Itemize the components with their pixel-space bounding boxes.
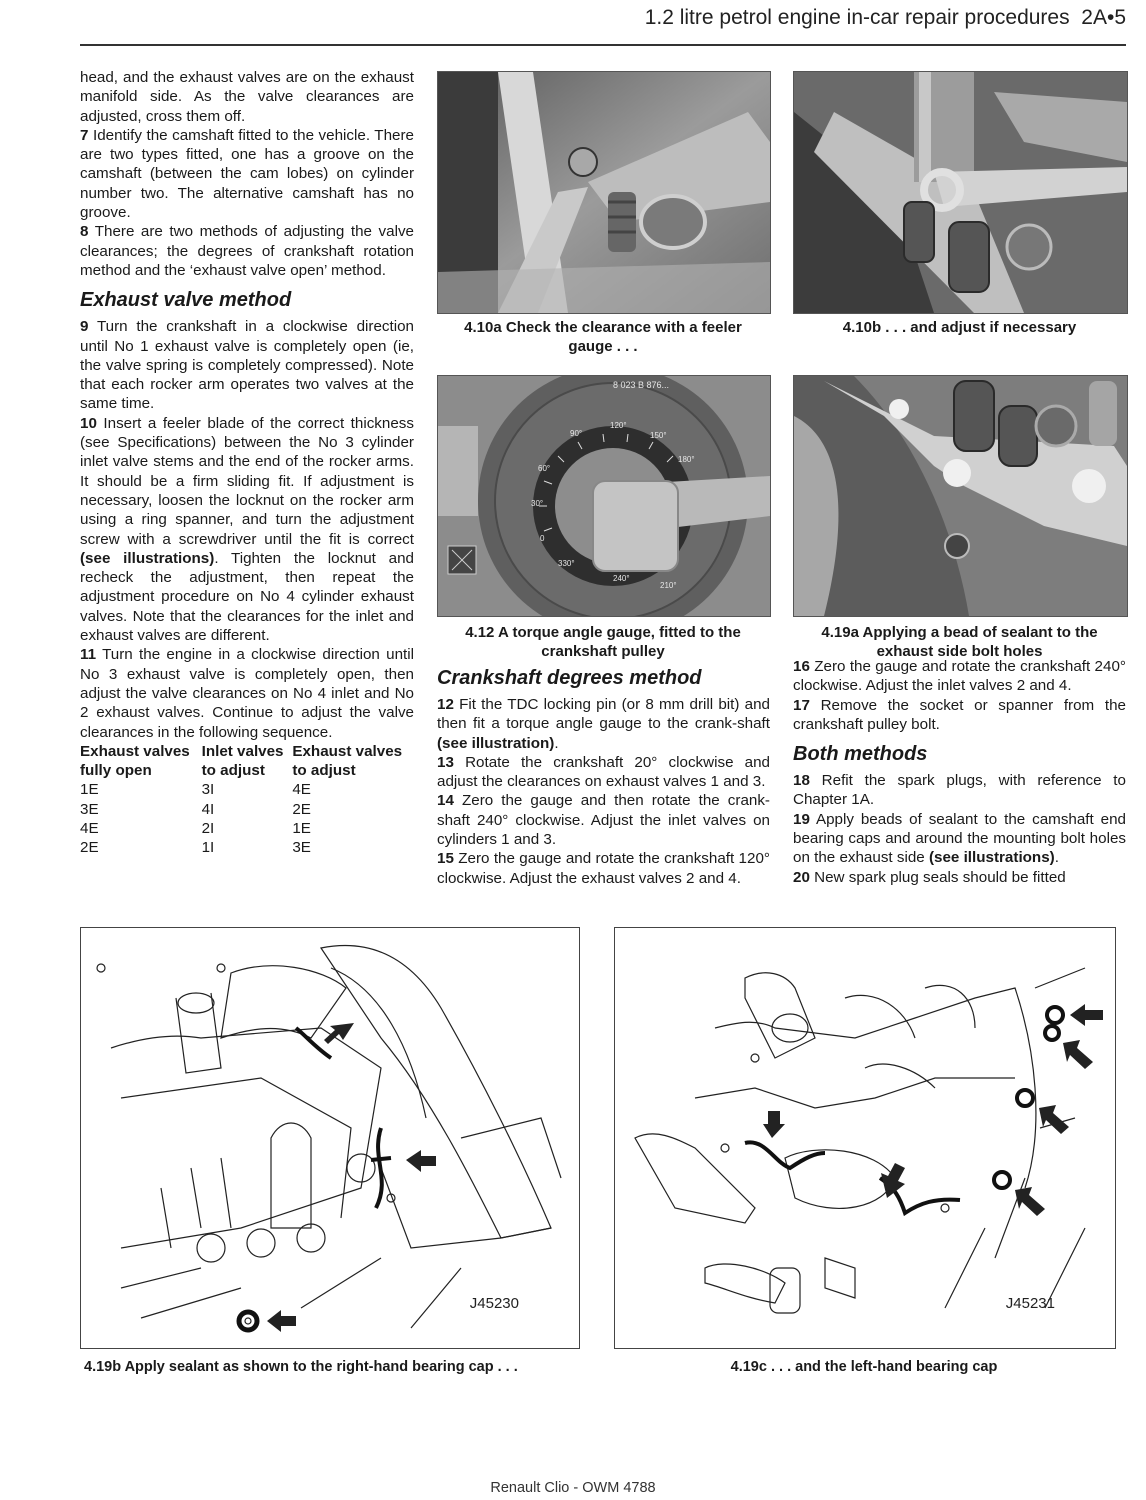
table-row xyxy=(80,800,414,819)
left-text-column xyxy=(80,68,414,858)
col-header: Exhaust valves fully open xyxy=(80,742,190,780)
photo-4-12-torque-angle-gauge xyxy=(437,375,771,617)
paragraph-19: 19 Apply beads of sealant to the camshaft end bearing caps and around the mounting bolt holes on the exhaust side (see illustrations). xyxy=(793,810,1126,867)
table-cell: 4I xyxy=(201,800,215,818)
caption-4-19a: 4.19a Applying a bead of sealant to the exhaust side bolt holes xyxy=(821,624,1098,660)
arrow-icon xyxy=(763,1111,785,1138)
page-reference: 2A•5 xyxy=(1081,6,1126,29)
col-header: Inlet valves to adjust xyxy=(201,742,284,780)
paragraph-8: 8 There are two methods of adjusting the valve clearances; the degrees of crankshaft rotation method and the ‘exhaust valve open’ method. xyxy=(80,223,414,279)
dial-label: 180° xyxy=(678,455,695,464)
dial-label: 150° xyxy=(650,431,667,440)
table-cell: 3E xyxy=(80,800,99,818)
valve-sequence-table xyxy=(80,742,414,858)
figure-4-19c-left-hand-bearing-cap xyxy=(614,927,1116,1349)
dial-label: 0 xyxy=(540,534,545,543)
figure-code-j45230: J45230 xyxy=(469,1295,519,1312)
chapter-title: 1.2 litre petrol engine in-car repair procedures xyxy=(644,6,1070,29)
photo-4-10a-feeler-gauge xyxy=(437,71,771,314)
paragraph-18: 18 Refit the spark plugs, with reference to Chapter 1A. xyxy=(793,772,1126,809)
col-header: Exhaust valves to adjust xyxy=(292,742,403,780)
dial-label: 30° xyxy=(531,499,544,508)
arrow-icon xyxy=(1063,1040,1093,1069)
heading-crankshaft-degrees-method: Crankshaft degrees method xyxy=(437,667,702,689)
pulley-marking: 8 023 B 876... xyxy=(613,380,670,390)
dial-label: 90° xyxy=(570,429,583,438)
heading-both-methods: Both methods xyxy=(793,743,928,766)
dial-label: 240° xyxy=(613,574,630,583)
table-header-row xyxy=(80,742,414,781)
see-illustrations-ref: (see illustrations) xyxy=(80,549,215,567)
arrow-icon xyxy=(406,1150,436,1172)
paragraph-17: 17 Remove the socket or spanner from the crankshaft pulley bolt. xyxy=(793,696,1126,733)
caption-4-19c: 4.19c . . . and the left-hand bearing cap xyxy=(730,1359,998,1375)
engine-photo-adjust xyxy=(794,72,1127,313)
arrow-icon xyxy=(267,1310,296,1332)
running-header xyxy=(645,6,1126,30)
caption-4-12: 4.12 A torque angle gauge, fitted to the crankshaft pulley xyxy=(465,624,741,660)
page-footer: Renault Clio - OWM 4788 xyxy=(490,1480,656,1496)
table-cell: 4E xyxy=(292,781,311,799)
paragraph-10: 10 Insert a feeler blade of the correct thickness (see Specifications) between the No 3 cylinder inlet valve stems and the end of the rocker arms. It should be a firm sliding fit. If adjustment is necessary, loosen the locknut on the rocker arm using a ring spanner, and turn the adjustment screw with a screwdriver until the fit is correct (see illustrations). Tighten the locknut and recheck the adjustment, then repeat the adjustment procedure on No 4 cylinder exhaust valves. Note that the clearances for the inlet and exhaust valves are different. xyxy=(80,414,415,645)
arrow-markers xyxy=(615,928,1115,1348)
paragraph-12: 12 Fit the TDC locking pin (or 8 mm drill bit) and then fit a torque angle gauge to the crank-shaft (see illustration). xyxy=(437,696,770,752)
table-cell: 3E xyxy=(292,839,311,857)
table-cell: 1E xyxy=(292,819,311,837)
caption-4-10a: 4.10a Check the clearance with a feeler gauge . . . xyxy=(464,319,742,355)
paragraph-7: 7 Identify the camshaft fitted to the vehicle. There are two types fitted, one has a groove on the camshaft (between the cam lobes) on cylinder number two. The alternative camshaft has no groove. xyxy=(80,126,414,222)
paragraph-continuation: head, and the exhaust valves are on the exhaust manifold side. As the valve clearances are adjusted, cross them off. xyxy=(80,69,414,125)
arrow-icon xyxy=(881,1163,905,1198)
table-cell: 2I xyxy=(201,819,215,837)
sealant-photo xyxy=(794,376,1127,616)
table-cell: 3I xyxy=(201,781,215,799)
dial-label: 60° xyxy=(538,464,551,473)
torque-gauge-photo xyxy=(438,376,770,616)
table-cell: 2E xyxy=(80,839,99,857)
caption-4-19b: 4.19b Apply sealant as shown to the right-hand bearing cap . . . xyxy=(84,1359,518,1375)
middle-text-column xyxy=(437,666,770,888)
table-cell: 1I xyxy=(201,839,215,857)
paragraph-15: 15 Zero the gauge and rotate the crankshaft 120° clockwise. Adjust the exhaust valves 2 and 4. xyxy=(437,850,770,887)
paragraph-20: 20 New spark plug seals should be fitted xyxy=(793,868,1066,886)
dial-label: 210° xyxy=(660,581,677,590)
arrow-icon xyxy=(1039,1105,1069,1134)
see-illustrations-ref: (see illustrations) xyxy=(928,849,1055,867)
arrow-markers xyxy=(81,928,579,1348)
dial-label: 330° xyxy=(558,559,575,568)
photo-4-10b-adjust xyxy=(793,71,1128,314)
table-cell: 4E xyxy=(80,819,99,837)
table-row xyxy=(80,780,414,799)
see-illustration-ref: (see illustration) xyxy=(437,734,555,752)
arrow-icon xyxy=(1015,1187,1045,1216)
table-cell: 2E xyxy=(292,800,311,818)
arrow-icon xyxy=(324,1023,354,1044)
heading-exhaust-valve-method: Exhaust valve method xyxy=(80,289,292,312)
paragraph-13: 13 Rotate the crankshaft 20° clockwise and adjust the clearances on exhaust valves 1 and 3. xyxy=(437,753,770,791)
paragraph-14: 14 Zero the gauge and then rotate the crank-shaft 240° clockwise. Adjust the inlet valves on cylinders 1 and 3. xyxy=(437,792,770,849)
figure-code-j45231: J45231 xyxy=(1005,1295,1055,1312)
table-row xyxy=(80,838,414,857)
header-rule xyxy=(80,44,1126,46)
arrow-icon xyxy=(1070,1004,1103,1026)
table-cell: 1E xyxy=(80,781,99,799)
dial-label: 120° xyxy=(610,421,627,430)
photo-4-19a-sealant-bead xyxy=(793,375,1128,617)
engine-photo-feeler xyxy=(438,72,770,313)
figure-4-19b-right-hand-bearing-cap xyxy=(80,927,580,1349)
caption-4-10b: 4.10b . . . and adjust if necessary xyxy=(842,319,1077,336)
paragraph-16: 16 Zero the gauge and rotate the crankshaft 240° clockwise. Adjust the inlet valves 2 and 4. xyxy=(793,658,1126,695)
right-text-column xyxy=(793,657,1126,887)
paragraph-9: 9 Turn the crankshaft in a clockwise direction until No 1 exhaust valve is completely open (ie, the valve spring is completely compressed). Note that each rocker arm operates two valves at the same time. xyxy=(80,318,414,413)
table-row xyxy=(80,819,414,838)
paragraph-11: 11 Turn the engine in a clockwise direction until No 3 exhaust valve is completely open, then adjust the valve clearances on No 4 inlet and No 2 exhaust valves. Continue to adjust the valve clearances in the following sequence. xyxy=(80,646,414,741)
